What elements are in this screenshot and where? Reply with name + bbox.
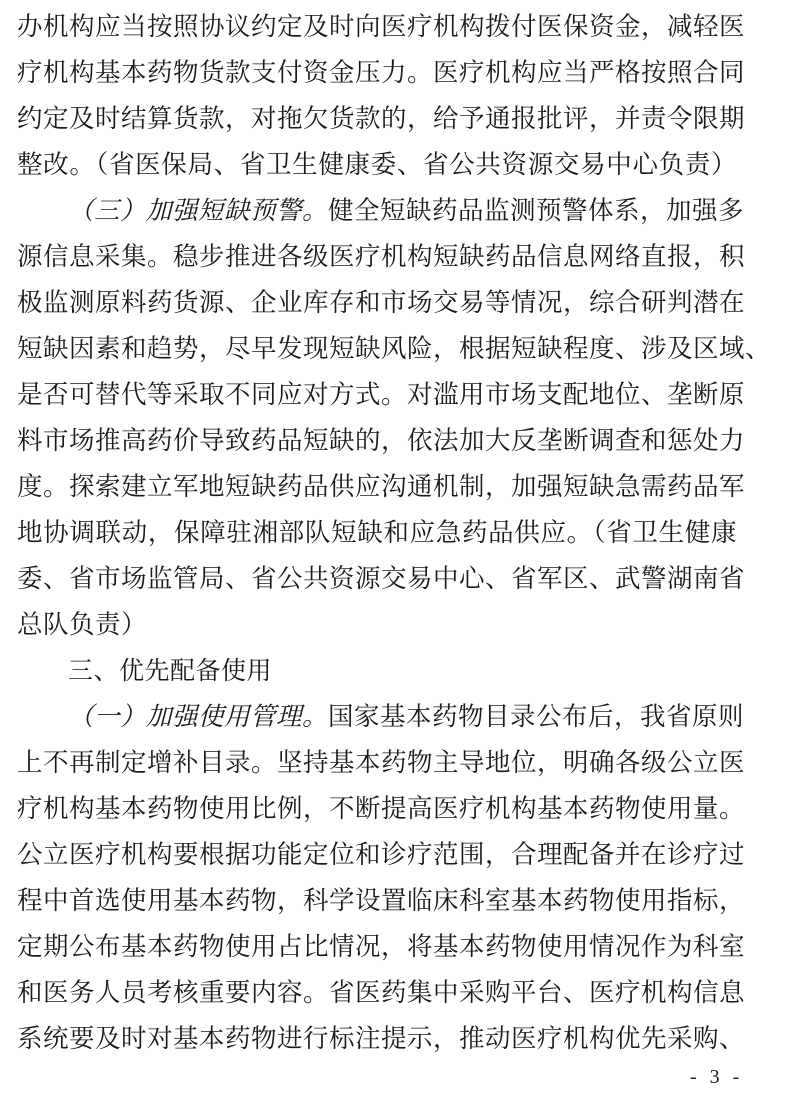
body-line: 是否可替代等采取不同应对方式。对滥用市场支配地位、垄断原 [17, 380, 746, 410]
body-line: 疗机构基本药物货款支付资金压力。医疗机构应当严格按照合同 [17, 58, 746, 88]
body-line: 疗机构基本药物使用比例，不断提高医疗机构基本药物使用量。 [17, 794, 746, 824]
subsection-title: （一）加强使用管理。 [68, 702, 329, 732]
subsection-title: （三）加强短缺预警。 [68, 196, 329, 226]
body-line: 委、省市场监管局、省公共资源交易中心、省军区、武警湖南省 [17, 564, 746, 594]
body-line: 系统要及时对基本药物进行标注提示，推动医疗机构优先采购、 [17, 1024, 746, 1054]
body-line: 源信息采集。稳步推进各级医疗机构短缺药品信息网络直报，积 [17, 242, 746, 272]
body-line: 总队负责） [17, 610, 148, 640]
section-heading: 三、优先配备使用 [68, 656, 273, 685]
body-line: 地协调联动，保障驻湘部队短缺和应急药品供应。（省卫生健康 [17, 518, 737, 548]
page-number: - 3 - [690, 1066, 744, 1088]
body-line: 程中首选使用基本药物，科学设置临床科室基本药物使用指标， [17, 886, 746, 916]
body-line: 定期公布基本药物使用占比情况，将基本药物使用情况作为科室 [17, 932, 746, 962]
section-lead-line: （三）加强短缺预警。健全短缺药品监测预警体系，加强多 [68, 196, 745, 226]
body-line: 约定及时结算货款，对拖欠货款的，给予通报批评，并责令限期 [17, 104, 746, 134]
body-line: 整改。（省医保局、省卫生健康委、省公共资源交易中心负责） [17, 150, 737, 180]
body-line: 料市场推高药价导致药品短缺的，依法加大反垄断调查和惩处力 [17, 426, 746, 456]
section-lead-line: （一）加强使用管理。国家基本药物目录公布后，我省原则 [68, 702, 745, 732]
body-line: 度。探索建立军地短缺药品供应沟通机制，加强短缺急需药品军 [17, 472, 746, 502]
body-line: 上不再制定增补目录。坚持基本药物主导地位，明确各级公立医 [17, 748, 746, 778]
body-line: 短缺因素和趋势，尽早发现短缺风险，根据短缺程度、涉及区域、 [17, 334, 772, 364]
body-line: 公立医疗机构要根据功能定位和诊疗范围，合理配备并在诊疗过 [17, 840, 746, 870]
body-line: 和医务人员考核重要内容。省医药集中采购平台、医疗机构信息 [17, 978, 746, 1008]
body-line: 极监测原料药货源、企业库存和市场交易等情况，综合研判潜在 [17, 288, 746, 318]
body-line: 办机构应当按照协议约定及时向医疗机构拨付医保资金，减轻医 [17, 12, 746, 42]
